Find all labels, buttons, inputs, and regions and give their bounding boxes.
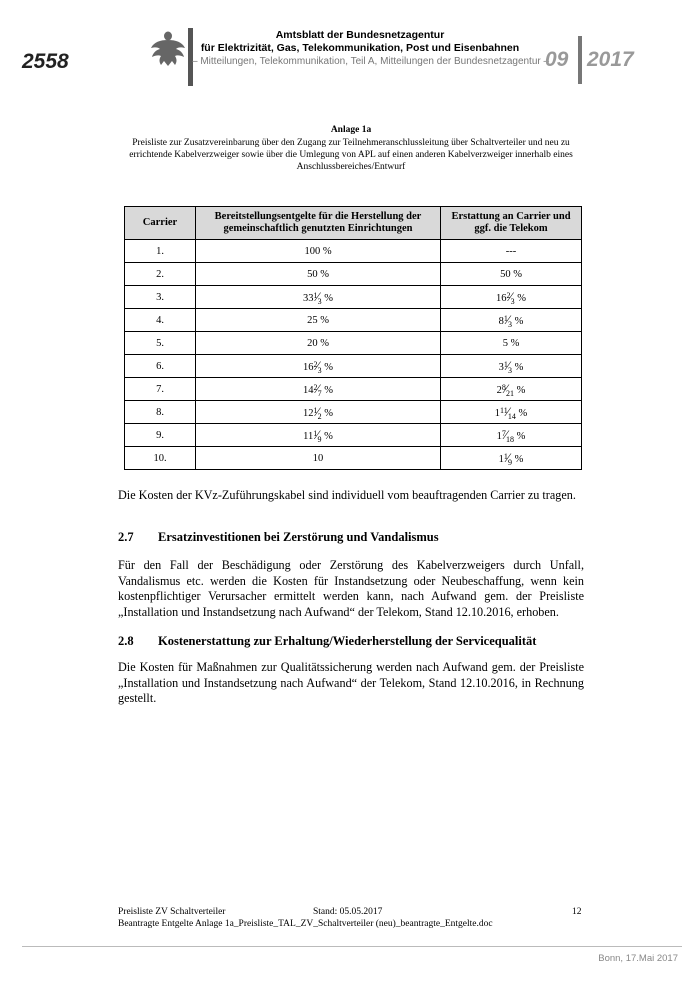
cell-carrier: 1. (125, 240, 196, 263)
value-unit: % (320, 314, 329, 326)
value-whole: 11 (303, 430, 314, 442)
table-row (125, 378, 582, 401)
fraction: $^7⁄_{18}$ (501, 426, 515, 444)
fraction-numerator: 2 (313, 382, 318, 392)
header-fee: Bereitstellungsentgelte für die Herstellung der gemeinschaftlich genutzten Einrichtungen (196, 207, 441, 240)
value-unit: % (324, 407, 334, 419)
value-whole: 16 (495, 292, 507, 304)
value-whole: 14 (302, 384, 314, 396)
fraction-denominator: 9 (508, 457, 513, 467)
cell-refund (441, 447, 582, 470)
cell-refund (441, 401, 582, 424)
value-unit: % (514, 453, 524, 465)
cell-carrier: 2. (125, 263, 196, 286)
journal-section: – Mitteilungen, Telekommunikation, Teil A, Mitteilungen der Bundesnetzagentur – (192, 56, 550, 67)
section-2-7-text: Für den Fall der Beschädigung oder Zerstörung des Kabelverzweigers durch Unfall, Vandalismus etc. werden die Kosten für Instandsetzung oder Neubeschaffung, wenn kein kostenpflichtiger Verursacher ermittelt werden kann, nach Aufwand gem. der Preisliste „Installation und Instandsetzung nach Aufwand“ der Telekom, Stand 12.10.2016, erhoben. (118, 558, 584, 619)
value-whole: 8 (498, 315, 504, 327)
fraction: $^1⁄_3$ (503, 311, 513, 329)
footer-stand: Stand: 05.05.2017 (313, 907, 383, 917)
value-unit: % (518, 407, 528, 419)
value-whole: 1 (494, 407, 500, 419)
page-number: 2558 (22, 50, 69, 73)
section-2-7-heading: Ersatzinvestitionen bei Zerstörung und Vandalismus (158, 530, 439, 544)
value-unit: % (324, 361, 334, 373)
kvz-note: Die Kosten der KVz-Zuführungskabel sind individuell vom beauftragenden Carrier zu tragen. (118, 488, 576, 502)
cell-fee (196, 424, 441, 447)
cell-carrier: 4. (125, 309, 196, 332)
value-whole: 20 (307, 337, 318, 349)
cell-fee (196, 332, 441, 355)
cell-refund (441, 332, 582, 355)
fraction-numerator: 2 (506, 290, 511, 300)
price-table (124, 206, 582, 470)
value-unit: % (322, 245, 332, 257)
cell-fee (196, 286, 441, 309)
table-row (125, 240, 582, 263)
fraction: $^1⁄_9$ (313, 426, 322, 444)
issue-number: 09 (545, 48, 569, 71)
value-unit: % (514, 315, 524, 327)
value-whole: 2 (496, 384, 502, 396)
table-row (125, 401, 582, 424)
fraction-denominator: 3 (508, 319, 513, 329)
value-whole: 50 (500, 268, 511, 280)
value-whole: --- (505, 245, 517, 257)
value-unit: % (516, 384, 526, 396)
header-carrier: Carrier (125, 207, 196, 240)
value-whole: 50 (307, 268, 318, 280)
section-2-8-number: 2.8 (118, 634, 134, 648)
cell-refund (441, 240, 582, 263)
cell-fee (196, 263, 441, 286)
fraction-numerator: 1 (503, 313, 508, 323)
fraction-denominator: 18 (506, 434, 515, 444)
header-refund: Erstattung an Carrier und ggf. die Telekom (441, 207, 582, 240)
cell-carrier: 5. (125, 332, 196, 355)
value-whole: 1 (496, 430, 502, 442)
fraction-numerator: 2 (313, 359, 318, 369)
value-whole: 33 (302, 292, 314, 304)
fraction: $^2⁄_3$ (313, 357, 322, 375)
value-unit: % (324, 384, 334, 396)
fraction-denominator: 21 (506, 388, 515, 398)
fraction-denominator: 3 (317, 365, 322, 375)
fraction: $^{11}⁄_{14}$ (500, 403, 516, 421)
annex-title: Anlage 1a (330, 125, 372, 135)
cell-carrier: 10. (125, 447, 196, 470)
journal-title: Amtsblatt der Bundesnetzagentur (275, 29, 445, 41)
section-2-7-number: 2.7 (118, 530, 134, 544)
cell-fee (196, 240, 441, 263)
fraction: $^1⁄_9$ (503, 449, 513, 467)
fraction-denominator: 3 (510, 296, 515, 306)
value-whole: 25 (307, 314, 318, 326)
cell-refund (441, 378, 582, 401)
fraction-numerator: 7 (501, 428, 506, 438)
fraction-denominator: 14 (507, 411, 516, 421)
cell-carrier: 9. (125, 424, 196, 447)
value-whole: 10 (312, 452, 324, 464)
annex-description: Preisliste zur Zusatzvereinbarung über den Zugang zur Teilnehmeranschlussleitung über Schaltverteiler und neu zu errichtende Kabelverzweiger sowie über die Umlegung von APL auf einen anderen Kabelverzweiger innerhalb eines Anschlussbereiches/Entwurf (129, 138, 573, 172)
cell-fee (196, 355, 441, 378)
federal-eagle-icon (150, 28, 186, 68)
value-unit: % (513, 268, 522, 280)
fraction-numerator: 1 (313, 428, 318, 438)
fraction-denominator: 2 (317, 411, 322, 421)
cell-refund (441, 355, 582, 378)
value-whole: 100 (304, 245, 321, 257)
value-whole: 5 (502, 337, 508, 349)
cell-refund (441, 424, 582, 447)
value-unit: % (324, 292, 334, 304)
value-whole: 12 (302, 407, 314, 419)
fraction-denominator: 3 (317, 296, 322, 306)
section-2-8-text: Die Kosten für Maßnahmen zur Qualitätssicherung werden nach Aufwand gem. der Preisliste „Installation und Instandsetzung nach Aufwand“ der Telekom, Stand 12.10.2016, in Rechnung gestellt. (118, 660, 584, 705)
value-whole: 3 (498, 361, 504, 373)
cell-fee (196, 447, 441, 470)
table-row (125, 424, 582, 447)
fraction-numerator: 11 (500, 405, 508, 415)
value-whole: 1 (498, 453, 504, 465)
cell-fee (196, 309, 441, 332)
cell-carrier: 6. (125, 355, 196, 378)
section-2-8-heading: Kostenerstattung zur Erhaltung/Wiederherstellung der Servicequalität (158, 634, 537, 648)
fraction-denominator: 7 (317, 388, 322, 398)
issue-year: 2017 (587, 48, 634, 71)
footer-doc-title: Preisliste ZV Schaltverteiler (118, 907, 226, 917)
value-unit: % (516, 430, 526, 442)
journal-subtitle: für Elektrizität, Gas, Telekommunikation, Post und Eisenbahnen (200, 42, 520, 54)
fraction-numerator: 8 (501, 382, 506, 392)
value-unit: % (514, 361, 524, 373)
fraction-numerator: 1 (503, 451, 508, 461)
cell-carrier: 8. (125, 401, 196, 424)
fraction: $^1⁄_3$ (503, 357, 513, 375)
table-row (125, 355, 582, 378)
table-row (125, 263, 582, 286)
value-unit: % (320, 337, 329, 349)
fraction: $^1⁄_3$ (313, 288, 322, 306)
fraction-numerator: 1 (313, 290, 318, 300)
fraction-denominator: 9 (317, 434, 322, 444)
footer-page: 12 (572, 907, 582, 917)
fraction: $^8⁄_{21}$ (501, 380, 515, 398)
cell-fee (196, 401, 441, 424)
table-row (125, 332, 582, 355)
value-unit: % (510, 337, 520, 349)
cell-carrier: 3. (125, 286, 196, 309)
cell-refund (441, 286, 582, 309)
table-row (125, 286, 582, 309)
footer-date: Bonn, 17.Mai 2017 (598, 953, 678, 964)
table-row (125, 309, 582, 332)
fraction-numerator: 1 (503, 359, 508, 369)
footer-rule (22, 946, 682, 947)
cell-refund (441, 309, 582, 332)
cell-refund (441, 263, 582, 286)
fraction: $^2⁄_3$ (506, 288, 515, 306)
footer-filename: Beantragte Entgelte Anlage 1a_Preisliste_TAL_ZV_Schaltverteiler (neu)_beantragte_Entgelte.doc (118, 919, 493, 929)
value-unit: % (324, 430, 333, 442)
cell-fee (196, 378, 441, 401)
value-whole: 16 (302, 361, 314, 373)
value-unit: % (320, 268, 329, 280)
fraction: $^2⁄_7$ (313, 380, 322, 398)
fraction: $^1⁄_2$ (313, 403, 322, 421)
fraction-numerator: 1 (313, 405, 318, 415)
cell-carrier: 7. (125, 378, 196, 401)
table-header-row (125, 207, 582, 240)
value-unit: % (517, 292, 527, 304)
table-row (125, 447, 582, 470)
issue-divider (578, 36, 582, 84)
fraction-denominator: 3 (508, 365, 513, 375)
